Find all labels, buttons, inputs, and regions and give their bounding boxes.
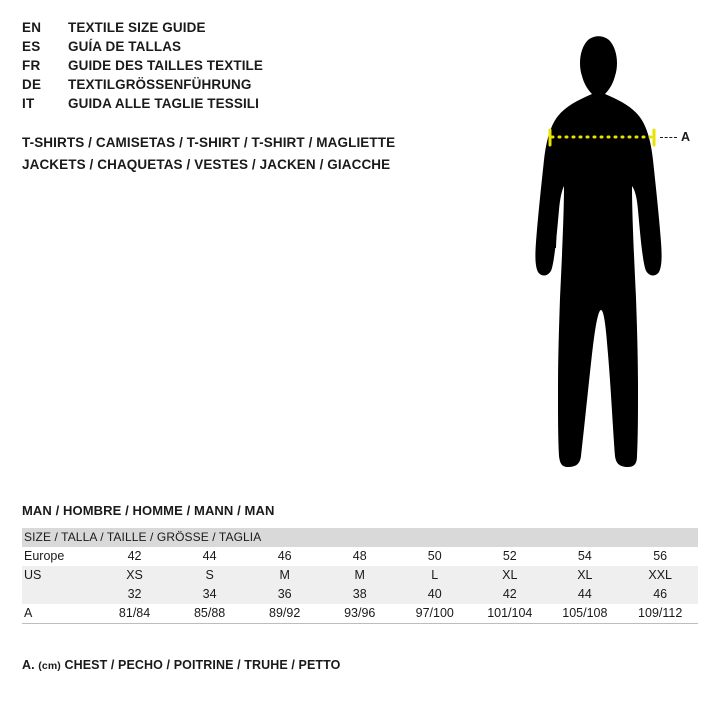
row-label: US (22, 566, 97, 585)
cell: 56 (622, 547, 698, 566)
row-label: A (22, 604, 97, 624)
row-label (22, 585, 97, 604)
size-table (22, 528, 698, 624)
table-header-label: SIZE / TALLA / TAILLE / GRÖSSE / TAGLIA (22, 528, 698, 547)
cell: XL (547, 566, 622, 585)
cell: 38 (322, 585, 397, 604)
cell: 42 (472, 585, 547, 604)
male-silhouette-figure (500, 18, 700, 483)
language-text: GUIDA ALLE TAGLIE TESSILI (68, 96, 259, 111)
table-title: MAN / HOMBRE / HOMME / MANN / MAN (22, 503, 275, 518)
table-row (22, 604, 698, 624)
row-label: Europe (22, 547, 97, 566)
footnote-unit: (cm) (38, 660, 61, 672)
language-text: GUIDE DES TAILLES TEXTILE (68, 58, 264, 73)
cell: XXL (622, 566, 698, 585)
cell: 81/84 (97, 604, 172, 624)
cell: 50 (397, 547, 472, 566)
cell: 44 (172, 547, 247, 566)
cell: 89/92 (247, 604, 322, 624)
measure-label-a: A (681, 130, 691, 144)
category-headings (22, 132, 492, 176)
cell: S (172, 566, 247, 585)
footnote-prefix: A. (22, 658, 35, 672)
language-code: ES (22, 39, 41, 54)
language-code: FR (22, 58, 41, 73)
cell: 97/100 (397, 604, 472, 624)
cell: 40 (397, 585, 472, 604)
language-row (22, 20, 492, 39)
language-code: EN (22, 20, 42, 35)
cell: 42 (97, 547, 172, 566)
silhouette-shading (538, 168, 560, 248)
language-row (22, 58, 492, 77)
cell: 101/104 (472, 604, 547, 624)
cell: 36 (247, 585, 322, 604)
cell: 32 (97, 585, 172, 604)
category-jackets: JACKETS / CHAQUETAS / VESTES / JACKEN / GIACCHE (22, 157, 391, 172)
table-row (22, 566, 698, 585)
table-header-row (22, 528, 698, 547)
cell: L (397, 566, 472, 585)
cell: 34 (172, 585, 247, 604)
cell: XS (97, 566, 172, 585)
footnote-text: CHEST / PECHO / POITRINE / TRUHE / PETTO (64, 658, 341, 672)
table-row (22, 547, 698, 566)
language-text: TEXTILE SIZE GUIDE (68, 20, 206, 35)
language-text: TEXTILGRÖSSENFÜHRUNG (68, 77, 252, 92)
language-text: GUÍA DE TALLAS (68, 39, 182, 54)
language-code: IT (22, 96, 35, 111)
language-row (22, 96, 492, 115)
table-row (22, 585, 698, 604)
cell: 105/108 (547, 604, 622, 624)
cell: 46 (622, 585, 698, 604)
silhouette-path (535, 36, 661, 467)
cell: XL (472, 566, 547, 585)
category-tshirts: T-SHIRTS / CAMISETAS / T-SHIRT / T-SHIRT / MAGLIETTE (22, 135, 396, 150)
cell: 54 (547, 547, 622, 566)
footnote (22, 658, 340, 672)
cell: 85/88 (172, 604, 247, 624)
cell: 46 (247, 547, 322, 566)
language-list (22, 20, 492, 115)
cell: 48 (322, 547, 397, 566)
cell: 93/96 (322, 604, 397, 624)
cell: M (247, 566, 322, 585)
cell: 44 (547, 585, 622, 604)
cell: 109/112 (622, 604, 698, 624)
cell: 52 (472, 547, 547, 566)
cell: M (322, 566, 397, 585)
language-row (22, 77, 492, 96)
language-row (22, 39, 492, 58)
measure-leader-line (660, 137, 677, 138)
language-code: DE (22, 77, 42, 92)
